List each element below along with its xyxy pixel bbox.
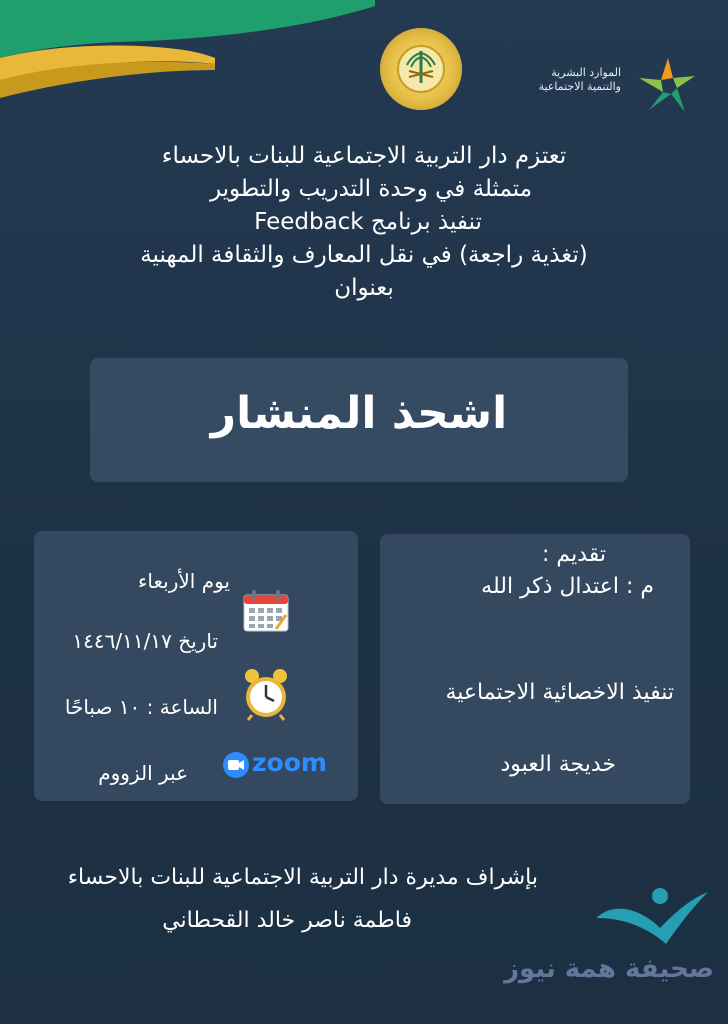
zoom-camera-icon [222,751,250,779]
intro-line-5: بعنوان [334,275,394,301]
intro-line-3: تنفيذ برنامج Feedback [254,209,482,235]
news-watermark-logo [588,878,718,958]
presenter-name: م : اعتدال ذكر الله [481,574,654,599]
day-text: يوم الأربعاء [138,569,230,593]
execution-label: تنفيذ الاخصائية الاجتماعية [445,680,674,705]
zoom-logo [222,749,338,779]
alarm-clock-icon [242,667,290,721]
footer-director-name: فاطمة ناصر خالد القحطاني [162,908,412,933]
program-title: اشحذ المنشار [210,388,508,439]
date-text: تاريخ ١٤٤٦/١١/١٧ [72,629,218,653]
ministry-name: الموارد البشرية والتنمية الاجتماعية [538,66,621,93]
title-box [90,358,628,482]
footer-supervision-text: بإشراف مديرة دار التربية الاجتماعية للبنات بالاحساء [67,865,538,890]
presenter-card [380,534,690,804]
time-text: الساعة : ١٠ صباحًا [64,695,218,719]
platform-text: عبر الزووم [98,761,188,785]
ministry-logo [508,60,713,120]
logo-bar [0,20,728,130]
organization-seal-logo [380,28,462,110]
ministry-star-icon [633,54,703,118]
intro-text [0,140,728,305]
watermark-text: صحيفة همة نيوز [504,954,714,984]
calendar-icon [242,589,290,633]
zoom-wordmark: zoom [252,748,327,777]
intro-line-1: تعتزم دار التربية الاجتماعية للبنات بالاحساء [161,143,567,169]
execution-name: خديجة العبود [500,752,616,777]
presenter-label: تقديم : [542,542,606,567]
schedule-card [34,531,358,801]
intro-line-4: (تغذية راجعة) في نقل المعارف والثقافة المهنية [140,242,588,268]
intro-line-2: متمثلة في وحدة التدريب والتطوير [209,176,533,202]
